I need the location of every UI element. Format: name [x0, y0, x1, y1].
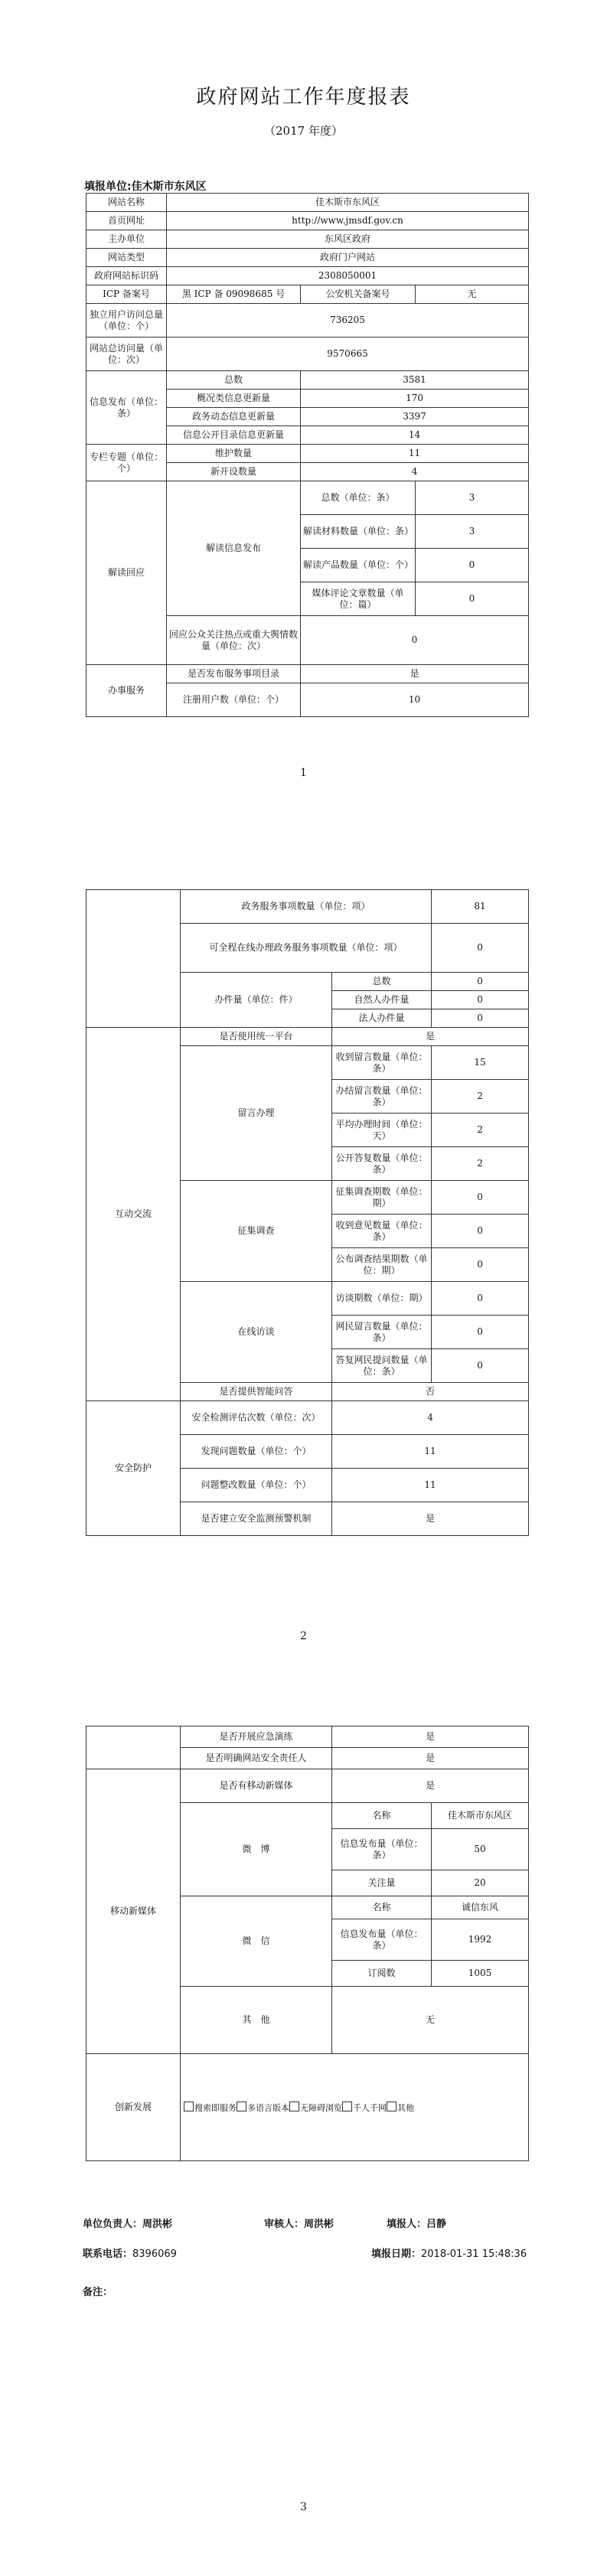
cell-value: 3397: [301, 408, 529, 426]
cell-label: 订阅数: [332, 1961, 432, 1987]
cell-value: 0: [432, 991, 529, 1009]
cell-label: 独立用户访问总量（单位：个）: [86, 304, 167, 337]
cell-value: 14: [301, 426, 529, 445]
cell-value: 2: [432, 1080, 529, 1114]
cell-value: 50: [432, 1829, 529, 1870]
cell-label: ICP 备案号: [86, 285, 167, 304]
group-label-continued: [86, 890, 181, 924]
cell-value: 0: [432, 1349, 529, 1383]
group-label: 移动新媒体: [86, 1769, 181, 2054]
cell-label: 维护数量: [167, 445, 301, 463]
cell-label: 公开答复数量（单位：条）: [332, 1147, 432, 1181]
contact-phone: 联系电话：8396069: [83, 2248, 177, 2260]
cell-label: 访谈期数（单位：期）: [332, 1282, 432, 1316]
cell-value: 是: [301, 665, 529, 683]
cell-label: 是否明确网站安全责任人: [181, 1748, 332, 1769]
cell-label: 名称: [332, 1896, 432, 1919]
cell-value: http://www.jmsdf.gov.cn: [167, 212, 529, 230]
group-label: 安全防护: [86, 1401, 181, 1536]
cell-label: 概况类信息更新量: [167, 390, 301, 408]
cell-label: 收到留言数量（单位：条）: [332, 1046, 432, 1080]
checkbox-other[interactable]: 其他: [387, 2103, 414, 2113]
cell-label: 是否使用统一平台: [181, 1028, 332, 1046]
cell-value: 170: [301, 390, 529, 408]
report-table-page-3: [86, 1726, 528, 2161]
cell-value: 政府门户网站: [167, 249, 529, 267]
page-number: 1: [300, 767, 307, 779]
cell-value: 东风区政府: [167, 230, 529, 249]
reporting-unit: 填报单位:佳木斯市东风区: [84, 181, 207, 193]
sub-label: 其 他: [181, 1987, 332, 2054]
cell-value: 4: [301, 463, 529, 481]
group-label: 办事服务: [86, 665, 167, 717]
cell-label: 关注量: [332, 1870, 432, 1896]
unit-chief: 单位负责人：周洪彬: [83, 2219, 173, 2230]
cell-label: 是否建立安全监测预警机制: [181, 1502, 332, 1536]
cell-label: 是否提供智能问答: [181, 1383, 332, 1401]
filler: 填报人：吕静: [387, 2219, 447, 2230]
group-label: 互动交流: [86, 1028, 181, 1401]
cell-label: 问题整改数量（单位：个）: [181, 1469, 332, 1502]
group-label-continued: [86, 1727, 181, 1748]
cell-label: 网民留言数量（单位：条）: [332, 1316, 432, 1349]
group-label-continued: [86, 1748, 181, 1769]
cell-value: 2: [432, 1114, 529, 1147]
cell-label: 办结留言数量（单位：条）: [332, 1080, 432, 1114]
cell-label: 信息公开目录信息更新量: [167, 426, 301, 445]
cell-value: 3: [416, 515, 529, 549]
checkbox-search-service[interactable]: 搜索即服务: [184, 2103, 237, 2113]
cell-label: 信息发布量（单位：条）: [332, 1829, 432, 1870]
cell-label: 是否开展应急演练: [181, 1727, 332, 1748]
cell-label: 自然人办件量: [332, 991, 432, 1009]
cell-value: 无: [332, 1987, 529, 2054]
cell-value: 0: [301, 616, 529, 665]
cell-value: 0: [416, 582, 529, 616]
group-label-continued: [86, 991, 181, 1009]
cell-label: 是否发布服务事项目录: [167, 665, 301, 683]
sub-label: 微 信: [181, 1896, 332, 1987]
cell-value: 20: [432, 1870, 529, 1896]
cell-label: 媒体评论文章数量（单位：篇）: [301, 582, 416, 616]
reviewer: 审核人：周洪彬: [264, 2219, 335, 2230]
cell-label: 公布调查结果期数（单位：期）: [332, 1248, 432, 1282]
report-table-page-1: [86, 193, 528, 717]
sub-label: 解读信息发布: [167, 481, 301, 616]
cell-value: 10: [301, 683, 529, 717]
cell-value: 是: [332, 1502, 529, 1536]
page-number: 3: [300, 2501, 307, 2513]
sub-label: 微 博: [181, 1803, 332, 1896]
cell-value: 0: [432, 973, 529, 991]
cell-label: 回应公众关注热点或重大舆情数量（单位：次）: [167, 616, 301, 665]
cell-label: 收到意见数量（单位：条）: [332, 1215, 432, 1248]
cell-label: 可全程在线办理政务服务事项数量（单位：项）: [181, 924, 432, 973]
report-table-page-2: [86, 889, 528, 1536]
cell-value: 0: [432, 1215, 529, 1248]
fill-date: 填报日期：2018-01-31 15:48:36: [371, 2248, 527, 2260]
group-label-continued: [86, 924, 181, 973]
cell-label: 网站类型: [86, 249, 167, 267]
sub-label: 在线访谈: [181, 1282, 332, 1383]
cell-value: 是: [332, 1028, 529, 1046]
cell-value: 佳木斯市东风区: [167, 194, 529, 212]
group-label-continued: [86, 973, 181, 991]
cell-value: 是: [332, 1769, 529, 1803]
cell-label: 总数: [167, 371, 301, 390]
sub-label: 办件量（单位：件）: [181, 973, 332, 1028]
group-label: 创新发展: [86, 2054, 181, 2161]
cell-value: 11: [332, 1469, 529, 1502]
cell-value: 2308050001: [167, 267, 529, 285]
cell-value: 0: [432, 1316, 529, 1349]
cell-value: 3581: [301, 371, 529, 390]
cell-value: 0: [432, 1009, 529, 1028]
cell-value: 诚信东风: [432, 1896, 529, 1919]
cell-value: 4: [332, 1401, 529, 1435]
cell-label: 主办单位: [86, 230, 167, 249]
checkbox-multilingual[interactable]: 多语言版本: [237, 2103, 289, 2113]
cell-label: 安全检测评估次数（单位：次）: [181, 1401, 332, 1435]
cell-value: 0: [432, 1248, 529, 1282]
cell-label: 是否有移动新媒体: [181, 1769, 332, 1803]
cell-value: 736205: [167, 304, 529, 337]
cell-label: 新开设数量: [167, 463, 301, 481]
sub-label: 留言办理: [181, 1046, 332, 1181]
cell-label: 公安机关备案号: [301, 285, 416, 304]
cell-value: 81: [432, 890, 529, 924]
cell-value: 11: [301, 445, 529, 463]
group-label: 专栏专题（单位：个）: [86, 445, 167, 481]
cell-label: 平均办理时间（单位：天）: [332, 1114, 432, 1147]
cell-value: 0: [432, 1282, 529, 1316]
cell-value: 3: [416, 481, 529, 515]
cell-value: 0: [432, 924, 529, 973]
cell-value: 否: [332, 1383, 529, 1401]
group-label: 解读回应: [86, 481, 167, 665]
cell-label: 总数: [332, 973, 432, 991]
cell-value: 是: [332, 1727, 529, 1748]
cell-value: 佳木斯市东风区: [432, 1803, 529, 1829]
cell-label: 首页网址: [86, 212, 167, 230]
group-label-continued: [86, 1009, 181, 1028]
cell-value: 2: [432, 1147, 529, 1181]
cell-label: 网站名称: [86, 194, 167, 212]
cell-value: 黑 ICP 备 09098685 号: [167, 285, 301, 304]
remarks-label: 备注：: [83, 2287, 113, 2298]
cell-label: 总数（单位：条）: [301, 481, 416, 515]
group-label: 信息发布（单位：条）: [86, 371, 167, 445]
checkbox-accessibility[interactable]: 无障碍浏览: [289, 2103, 342, 2113]
cell-label: 政务服务事项数量（单位：项）: [181, 890, 432, 924]
cell-label: 法人办件量: [332, 1009, 432, 1028]
cell-label: 发现问题数量（单位：个）: [181, 1435, 332, 1469]
report-title: 政府网站工作年度报表: [196, 86, 411, 109]
cell-value: 11: [332, 1435, 529, 1469]
cell-label: 政府网站标识码: [86, 267, 167, 285]
sub-label: 征集调查: [181, 1181, 332, 1282]
cell-value: 1005: [432, 1961, 529, 1987]
cell-value: 0: [432, 1181, 529, 1215]
report-year: （2017 年度）: [264, 124, 343, 138]
cell-value: 是: [332, 1748, 529, 1769]
cell-label: 信息发布量（单位：条）: [332, 1919, 432, 1961]
cell-value: 15: [432, 1046, 529, 1080]
innovation-options: [181, 2054, 529, 2161]
cell-label: 解读产品数量（单位：个）: [301, 549, 416, 582]
cell-label: 注册用户数（单位：个）: [167, 683, 301, 717]
cell-value: 9570665: [167, 337, 529, 371]
cell-value: 无: [416, 285, 529, 304]
page-number: 2: [300, 1630, 307, 1642]
cell-label: 网站总访问量（单位：次）: [86, 337, 167, 371]
cell-value: 1992: [432, 1919, 529, 1961]
cell-value: 0: [416, 549, 529, 582]
cell-label: 答复网民提问数量（单位：条）: [332, 1349, 432, 1383]
cell-label: 征集调查期数（单位：期）: [332, 1181, 432, 1215]
cell-label: 名称: [332, 1803, 432, 1829]
cell-label: 解读材料数量（单位：条）: [301, 515, 416, 549]
checkbox-personalized[interactable]: 千人千网: [342, 2103, 387, 2113]
cell-label: 政务动态信息更新量: [167, 408, 301, 426]
